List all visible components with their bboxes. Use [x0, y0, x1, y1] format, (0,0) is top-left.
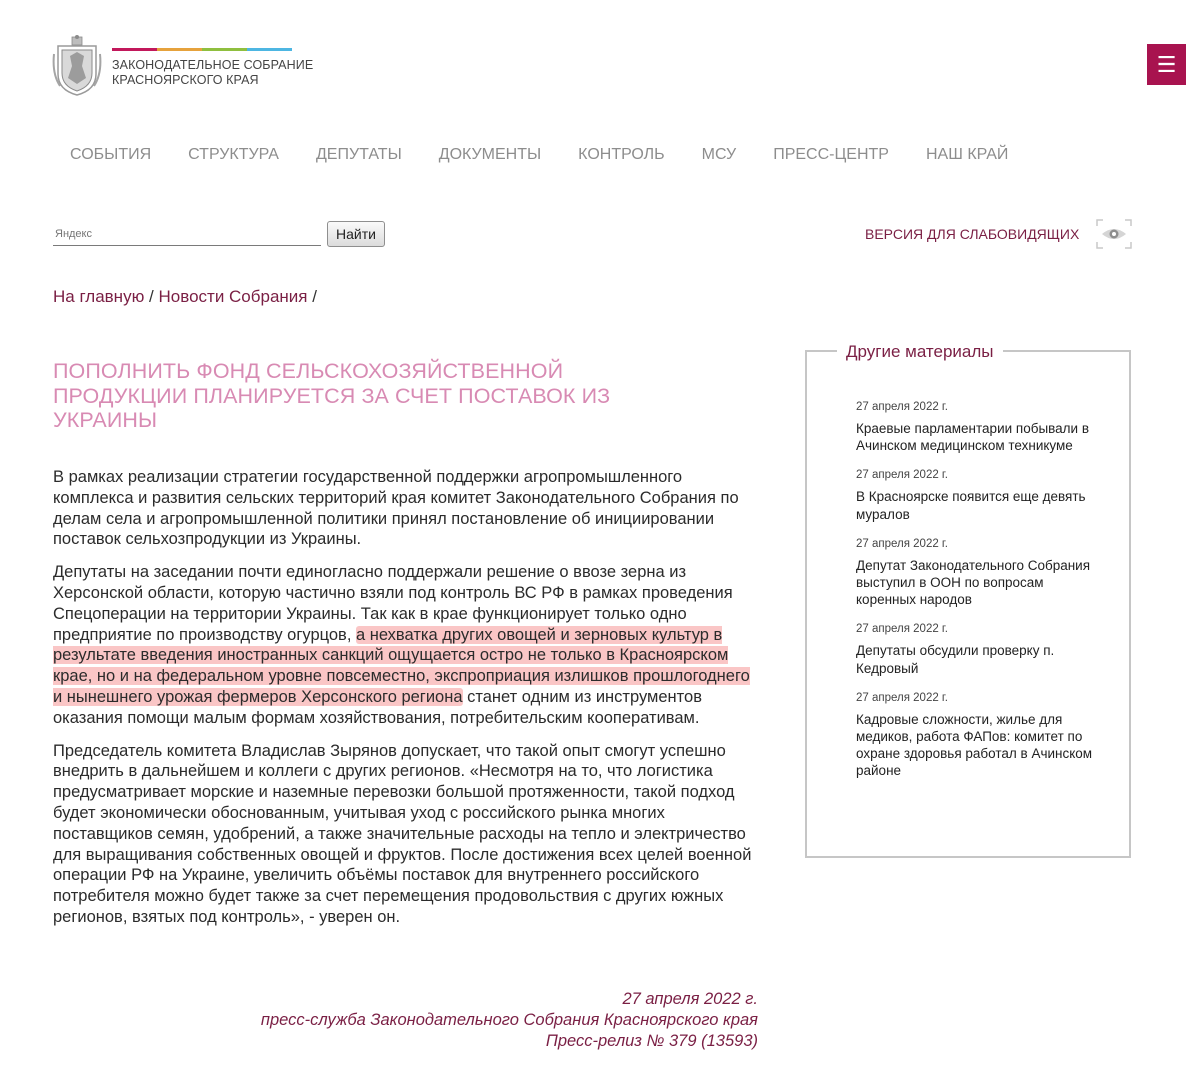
news-date: 27 апреля 2022 г.	[856, 537, 948, 550]
news-title[interactable]: В Красноярске появится еще девять муралов	[856, 489, 1086, 522]
news-item[interactable]	[856, 691, 1096, 780]
nav-item-events[interactable]: СОБЫТИЯ	[70, 146, 152, 163]
article-paragraph-2	[53, 562, 763, 728]
org-logo-text[interactable]	[112, 48, 313, 88]
sidebar-title: Другие материалы	[837, 342, 1003, 362]
news-title[interactable]: Краевые парламентарии побывали в Ачинском медицинском техникуме	[856, 421, 1090, 454]
main-nav	[70, 146, 1045, 164]
article-source: пресс-служба Законодательного Собрания Красноярского края	[260, 1011, 758, 1029]
article-title: ПОПОЛНИТЬ ФОНД СЕЛЬСКОХОЗЯЙСТВЕННОЙ ПРОДУКЦИИ ПЛАНИРУЕТСЯ ЗА СЧЕТ ПОСТАВОК ИЗ УКРАИНЫ	[53, 359, 611, 432]
article-body	[53, 467, 763, 940]
breadcrumb-separator: /	[144, 287, 159, 306]
breadcrumb-section-link[interactable]: Новости Собрания	[158, 287, 308, 306]
search-input[interactable]	[53, 222, 321, 246]
org-name-line1: ЗАКОНОДАТЕЛЬНОЕ СОБРАНИЕ	[112, 58, 314, 72]
news-date: 27 апреля 2022 г.	[856, 469, 948, 482]
highlighted-passage: а нехватка других овощей и зерновых культур в результате введения иностранных санкций ощущается остро не только в Красноярском крае, но и на федеральном уровне повсеместно, экспроприация излишков прошлогоднего и нынешнего урожая фермеров Херсонского региона	[53, 625, 750, 706]
news-title[interactable]: Депутат Законодательного Собрания выступил в ООН по вопросам коренных народов	[856, 557, 1091, 608]
other-materials-sidebar	[805, 342, 1131, 858]
nav-item-documents[interactable]: ДОКУМЕНТЫ	[438, 146, 542, 163]
news-date: 27 апреля 2022 г.	[856, 401, 948, 413]
logo-color-stripe	[112, 48, 292, 51]
paragraph-2-start: Депутаты на заседании почти единогласно поддержали решение о ввозе зерна из Херсонской области, которую частично взяли под контроль ВС РФ в рамках проведения Спецоперации на территории Украины. Так как в крае функционирует только одно предприятие по производству огурцов,	[53, 563, 733, 644]
news-item[interactable]	[856, 537, 1096, 609]
breadcrumb	[53, 287, 317, 307]
article-date: 27 апреля 2022 г.	[622, 990, 758, 1008]
news-date: 27 апреля 2022 г.	[856, 691, 948, 704]
news-item[interactable]	[856, 400, 1096, 454]
low-vision-version-link[interactable]: ВЕРСИЯ ДЛЯ СЛАБОВИДЯЩИХ	[865, 226, 1080, 242]
article-paragraph-3: Председатель комитета Владислав Зырянов допускает, что такой опыт смогут успешно внедрить в дальнейшем и коллеги с других регионов. «Несмотря на то, что логистика предусматривает морские и наземные перевозки большой протяженности, такой подход будет экономически обоснованным, учитывая уход с российского рынка многих поставщиков семян, удобрений, а также значительные расходы на тепло и электричество для выращивания собственных овощей и фруктов. После достижения всех целей военной операции РФ на Украине, увеличить объёмы поставок для внутреннего российского потребителя можно будет также за счет перемещения продовольствия с других южных регионов, взятых под контроль», - уверен он.	[53, 741, 752, 926]
nav-item-control[interactable]: КОНТРОЛЬ	[578, 146, 665, 163]
press-release-number: Пресс-релиз № 379 (13593)	[545, 1032, 758, 1050]
article-paragraph-1: В рамках реализации стратегии государственной поддержки агропромышленного комплекса и развития сельских территорий края комитет Законодательного Собрания по делам села и агропромышленной политики принял постановление об инициировании поставок сельхозпродукции из Украины.	[53, 468, 739, 549]
nav-item-press-center[interactable]: ПРЕСС-ЦЕНТР	[773, 146, 889, 163]
news-item[interactable]	[856, 622, 1096, 676]
news-item[interactable]	[856, 468, 1096, 522]
breadcrumb-trailing-separator: /	[307, 287, 317, 306]
nav-item-our-region[interactable]: НАШ КРАЙ	[925, 146, 1009, 163]
eye-icon[interactable]	[1096, 219, 1132, 249]
news-date: 27 апреля 2022 г.	[856, 623, 948, 636]
news-title[interactable]: Кадровые сложности, жилье для медиков, работа ФАПов: комитет по охране здоровья работал в Ачинском районе	[856, 711, 1093, 779]
hamburger-menu-button[interactable]	[1147, 44, 1186, 85]
paragraph-2-end: станет одним из инструментов оказания помощи малым формам хозяйствования, потребительским кооперативам.	[53, 687, 702, 727]
hamburger-icon: ☰	[1156, 51, 1177, 77]
nav-item-deputies[interactable]: ДЕПУТАТЫ	[315, 146, 402, 163]
article-signature	[200, 989, 758, 1052]
news-title[interactable]: Депутаты обсудили проверку п. Кедровый	[856, 643, 1055, 676]
org-name-line2: КРАСНОЯРСКОГО КРАЯ	[112, 73, 259, 87]
nav-item-structure[interactable]: СТРУКТУРА	[188, 146, 279, 163]
search-button[interactable]: Найти	[327, 221, 385, 247]
coat-of-arms-logo[interactable]	[52, 34, 102, 96]
nav-item-msu[interactable]: МСУ	[701, 146, 737, 163]
search-bar	[53, 221, 385, 247]
sidebar-news-list	[856, 400, 1096, 794]
breadcrumb-home-link[interactable]: На главную	[53, 287, 145, 306]
